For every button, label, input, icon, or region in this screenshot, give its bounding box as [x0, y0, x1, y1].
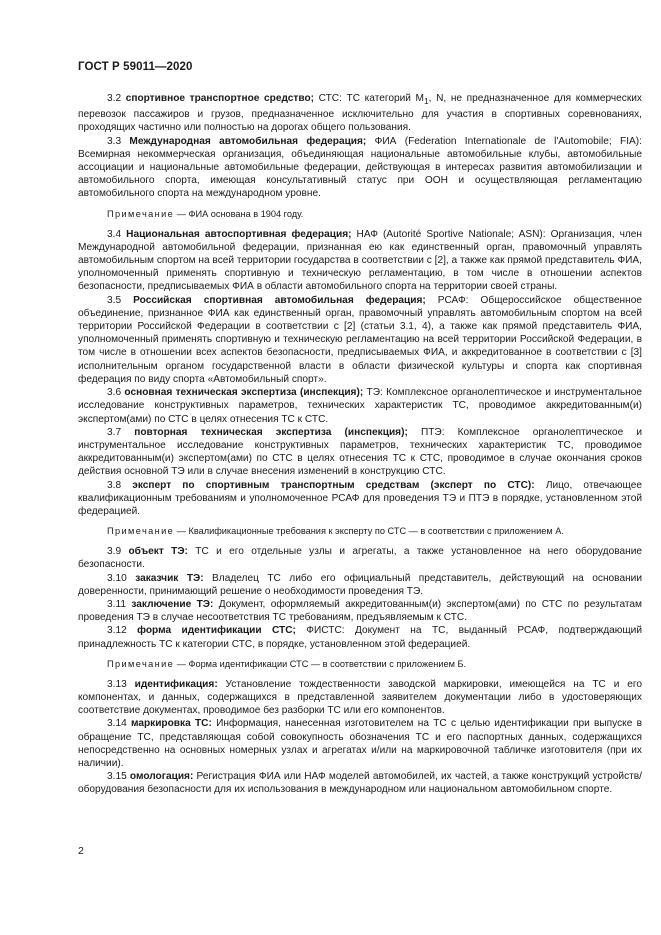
clause-number: 3.11	[107, 598, 126, 610]
term: идентификация:	[134, 678, 218, 690]
definition-text: РСАФ: Общероссийское общественное объединение, признанное ФИА как единственный орган, правомочный управлять автомобильным спортом на всей территории Российской Федерации в соответствии с [2] (статьи 3.1, 4), а также как прямой представитель ФИА, уполномоченный применять спортивную и техническую регламентацию на всей территории Российской Федерации, в том числе в отношении всех аспектов безопасности, предписываемых ФИА, и аккредитованное в соответствии с [3] исполнительным органом государственной власти в области физической культуры и спорта как спортивная федерация по виду спорта «Автомобильный спорт».	[78, 294, 642, 385]
note-identification-form	[78, 658, 642, 671]
note-label: Примечание	[107, 208, 175, 219]
clause-number: 3.3	[107, 135, 122, 147]
category-subscript: 1	[423, 96, 429, 107]
definition-text: НАФ (Autorité Sportive Nationale; ASN): Организация, член Международной автомобильной федерации, признанная ею как единственный орган, правомочный управлять автомобильным спортом на всей территории государства в соответствии с [2], а также как прямой представитель ФИА, уполномоченный применять спортивную и техническую регламентацию, в том числе в отношении аспектов безопасности, предписываемых ФИА в области автомобильного спорта на территории своей страны.	[78, 228, 642, 293]
note-expert-requirements	[78, 525, 642, 538]
note-text: — Форма идентификации СТС — в соответствии с приложением Б.	[174, 658, 467, 669]
term: повторная техническая экспертиза (инспекция);	[134, 426, 408, 438]
definition-text: Установление тождественности заводской маркировки, имеющейся на ТС и его компонентах, и данных, содержащихся в представленной заявителем документации либо в удостоверяющих соответствие документах, проводимое без разборки ТС или его компонентов.	[78, 678, 642, 717]
definition-3-14	[78, 717, 642, 770]
definition-3-9	[78, 545, 642, 571]
clause-number: 3.5	[107, 294, 122, 306]
definition-text: ФИСТС: Документ на ТС, выданный РСАФ, подтверждающий принадлежность ТС к категории СТС, в порядке, установленном этой федерацией.	[78, 625, 642, 650]
clause-number: 3.2	[107, 93, 122, 104]
clause-number: 3.13	[107, 678, 127, 690]
clause-number: 3.14	[107, 718, 127, 730]
clause-number: 3.15	[107, 771, 127, 783]
definition-3-5	[78, 294, 642, 386]
definition-text: ПТЭ: Комплексное органолептическое и инструментальное исследование конструктивных параметров, технических характеристик ТС, проводимое аккредитованным(и) экспертом(ами) по СТС в целях отнесения ТС к СТС, проводимое в случае окончания сроков действия основной ТЭ или в случае внесения изменений в конструкцию СТС.	[78, 426, 642, 478]
definition-3-2	[78, 92, 642, 135]
definition-text: , N, не предназначенное для коммерческих перевозок пассажиров и грузов, предназначенное исключительно для участия в спортивных соревнованиях, проходящих частично или полностью на дорогах общего пользования.	[78, 93, 642, 134]
term: спортивное транспортное средство;	[125, 93, 314, 104]
clause-number: 3.12	[107, 625, 127, 637]
term: объект ТЭ:	[128, 546, 188, 558]
term: заключение ТЭ:	[131, 598, 214, 610]
clause-number: 3.10	[107, 572, 127, 584]
note-text: — ФИА основана в 1904 году.	[174, 208, 304, 219]
definition-3-12	[78, 624, 642, 650]
term: заказчик ТЭ:	[135, 572, 204, 584]
definition-3-3	[78, 135, 642, 201]
note-label: Примечание	[107, 526, 175, 537]
term: Международная автомобильная федерация;	[129, 135, 367, 147]
clause-number: 3.7	[107, 426, 122, 438]
definition-3-8	[78, 479, 642, 519]
definition-3-7	[78, 426, 642, 479]
definition-text: Владелец ТС либо его официальный представитель, действующий на основании доверенности, принимающий решение о необходимости проведения ТЭ.	[78, 572, 642, 597]
definition-text: Регистрация ФИА или НАФ моделей автомобилей, их частей, а также конструкций устройств/оборудования безопасности для их использования в международном или национальном автомобильном спорте.	[78, 771, 642, 796]
definition-3-10	[78, 572, 642, 598]
definition-text: ТЭ: Комплексное органолептическое и инструментальное исследование конструктивных параметров, технических характеристик ТС, проводимое аккредитованным(и) экспертом(ами) по СТС в целях отнесения ТС к СТС.	[78, 387, 642, 425]
note-label: Примечание	[107, 658, 175, 669]
term: основная техническая экспертиза (инспекция);	[124, 387, 364, 399]
page-number: 2	[78, 845, 84, 857]
clause-number: 3.4	[107, 228, 122, 240]
definition-3-15	[78, 770, 642, 796]
definition-text: ФИА (Federation Internationale de l'Automobile; FIA): Всемирная некоммерческая организация, объединяющая национальные автомобильные клубы, автомобильные ассоциации и национальные автомобильные федерации, действующая в интересах развития автомобилизации и автомобильного спорта, имеющая консультативный статус при ООН и осуществляющая регламентацию автомобильного спорта на международном уровне.	[78, 135, 642, 200]
clause-number: 3.6	[107, 387, 122, 399]
clause-number: 3.9	[107, 546, 122, 558]
term: Российская спортивная автомобильная федерация;	[133, 294, 426, 306]
definition-3-11	[78, 598, 642, 624]
term: эксперт по спортивным транспортным средствам (эксперт по СТС):	[132, 479, 535, 491]
definition-3-6	[78, 386, 642, 426]
document-body	[78, 92, 642, 797]
definition-text: Документ, оформляемый аккредитованным(и) экспертом(ами) по СТС по результатам проведения ТЭ в случае несоответствия ТС требованиям, предъявляемым к СТС.	[78, 598, 642, 624]
clause-number: 3.8	[107, 479, 122, 491]
definition-text: Лицо, отвечающее квалификационным требованиям и уполномоченное РСАФ для проведения ТЭ и ПТЭ в порядке, установленном этой федерацией.	[78, 479, 642, 517]
term: форма идентификации СТС;	[137, 625, 296, 637]
term: маркировка ТС:	[130, 718, 212, 730]
note-text: — Квалификационные требования к эксперту по СТС — в соответствии с приложением А.	[174, 526, 564, 537]
term: Национальная автоспортивная федерация;	[126, 228, 352, 240]
abbreviation: СТС: ТС категорий М	[314, 93, 424, 104]
definition-text: Информация, нанесенная изготовителем на ТС с целью идентификации при выпуске в обращение ТС, представляющая собой совокупность обозначения ТС и его паспортных данных, содержащихся непосредственно на основных номерных узлах и агрегатах и/или на маркировочной табличке изготовителя (при их наличии).	[78, 718, 642, 769]
document-header: ГОСТ Р 59011—2020	[78, 61, 193, 73]
definition-3-4	[78, 228, 642, 294]
definition-text: ТС и его отдельные узлы и агрегаты, а также установленное на него оборудование безопасности.	[78, 546, 642, 571]
definition-3-13	[78, 678, 642, 718]
note-fia-founded	[78, 208, 642, 221]
term: омологация:	[129, 771, 194, 783]
